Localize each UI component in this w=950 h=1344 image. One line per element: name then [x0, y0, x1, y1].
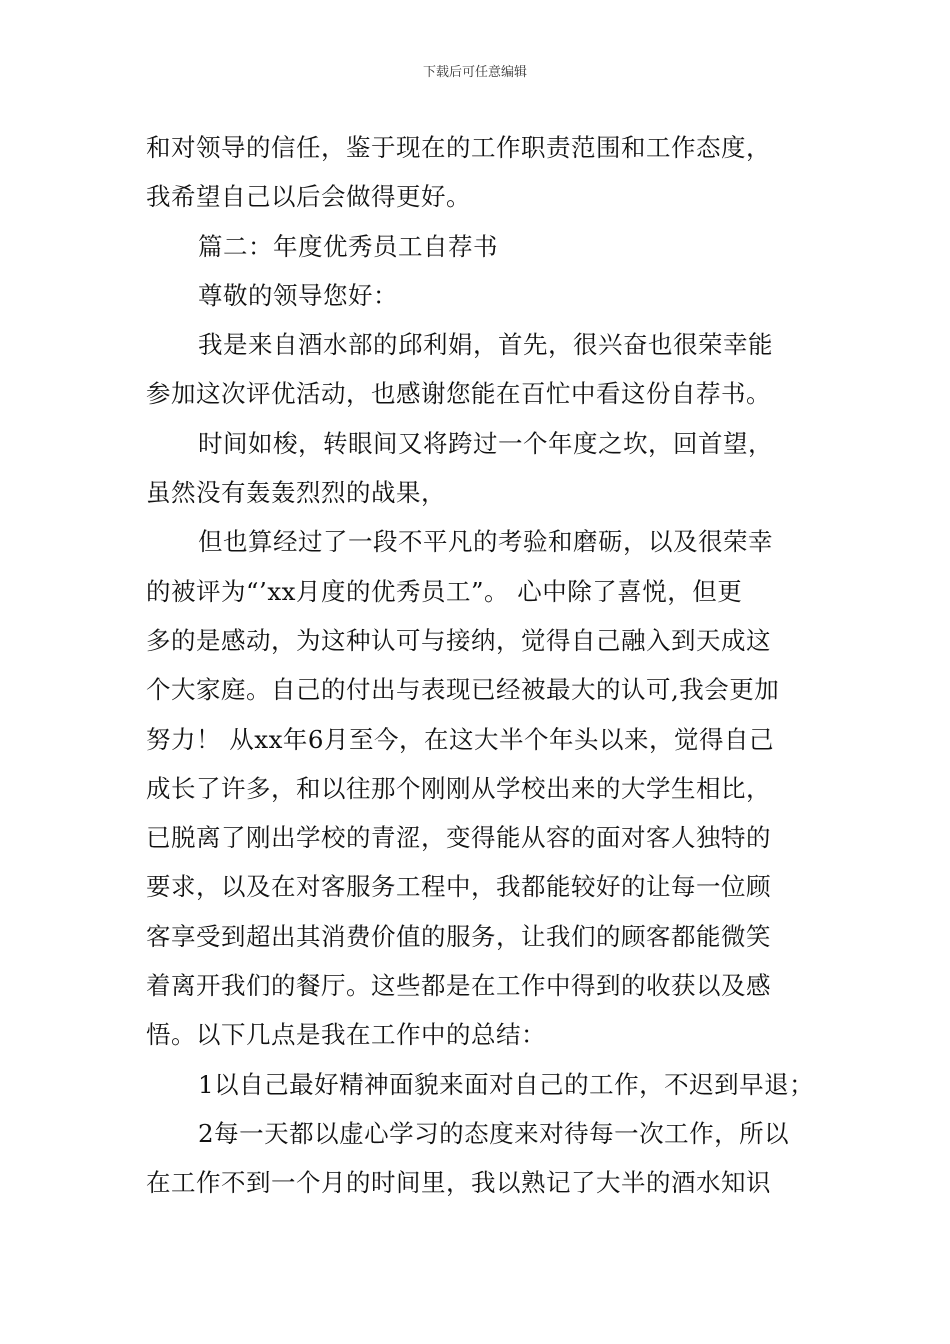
text-line: 努力！ 从xx年6月至今，在这大半个年头以来，觉得自己 [146, 724, 775, 754]
text-line: 个大家庭。自己的付出与表现已经被最大的认可,我会更加 [146, 675, 780, 705]
salutation: 尊敬的领导您好： [198, 280, 398, 310]
list-item: 2每一天都以虚心学习的态度来对待每一次工作，所以 [198, 1118, 790, 1148]
text-line: 要求，以及在对客服务工程中，我都能较好的让每一位顾 [146, 872, 771, 902]
text-line: 客享受到超出其消费价值的服务，让我们的顾客都能微笑 [146, 921, 771, 951]
text-line: 已脱离了刚出学校的青涩，变得能从容的面对客人独特的 [146, 823, 771, 853]
text-line: 多的是感动，为这种认可与接纳，觉得自己融入到天成这 [146, 625, 771, 655]
text-line: 我希望自己以后会做得更好。 [146, 182, 471, 212]
text-line: 但也算经过了一段不平凡的考验和磨砺，以及很荣幸 [198, 527, 773, 557]
text-line: 虽然没有轰轰烈烈的战果， [146, 478, 446, 508]
list-item: 1以自己最好精神面貌来面对自己的工作，不迟到早退； [198, 1069, 815, 1099]
text-line: 悟。以下几点是我在工作中的总结： [146, 1020, 546, 1050]
text-line: 的被评为“’xx月度的优秀员工”。 心中除了喜悦，但更 [146, 576, 743, 606]
text-line: 在工作不到一个月的时间里，我以熟记了大半的酒水知识 [146, 1168, 771, 1198]
page-header: 下载后可任意编辑 [422, 65, 527, 80]
section-title: 篇二：年度优秀员工自荐书 [198, 231, 498, 261]
document-body [146, 128, 815, 1213]
text-line: 时间如梭，转眼间又将跨过一个年度之坎，回首望， [198, 428, 773, 458]
text-line: 参加这次评优活动，也感谢您能在百忙中看这份自荐书。 [146, 379, 771, 409]
text-line: 我是来自酒水部的邱利娟，首先，很兴奋也很荣幸能 [198, 330, 773, 360]
text-line: 着离开我们的餐厅。这些都是在工作中得到的收获以及感 [146, 971, 771, 1001]
text-line: 和对领导的信任，鉴于现在的工作职责范围和工作态度， [146, 133, 771, 162]
text-line: 成长了许多，和以往那个刚刚从学校出来的大学生相比， [146, 773, 771, 803]
